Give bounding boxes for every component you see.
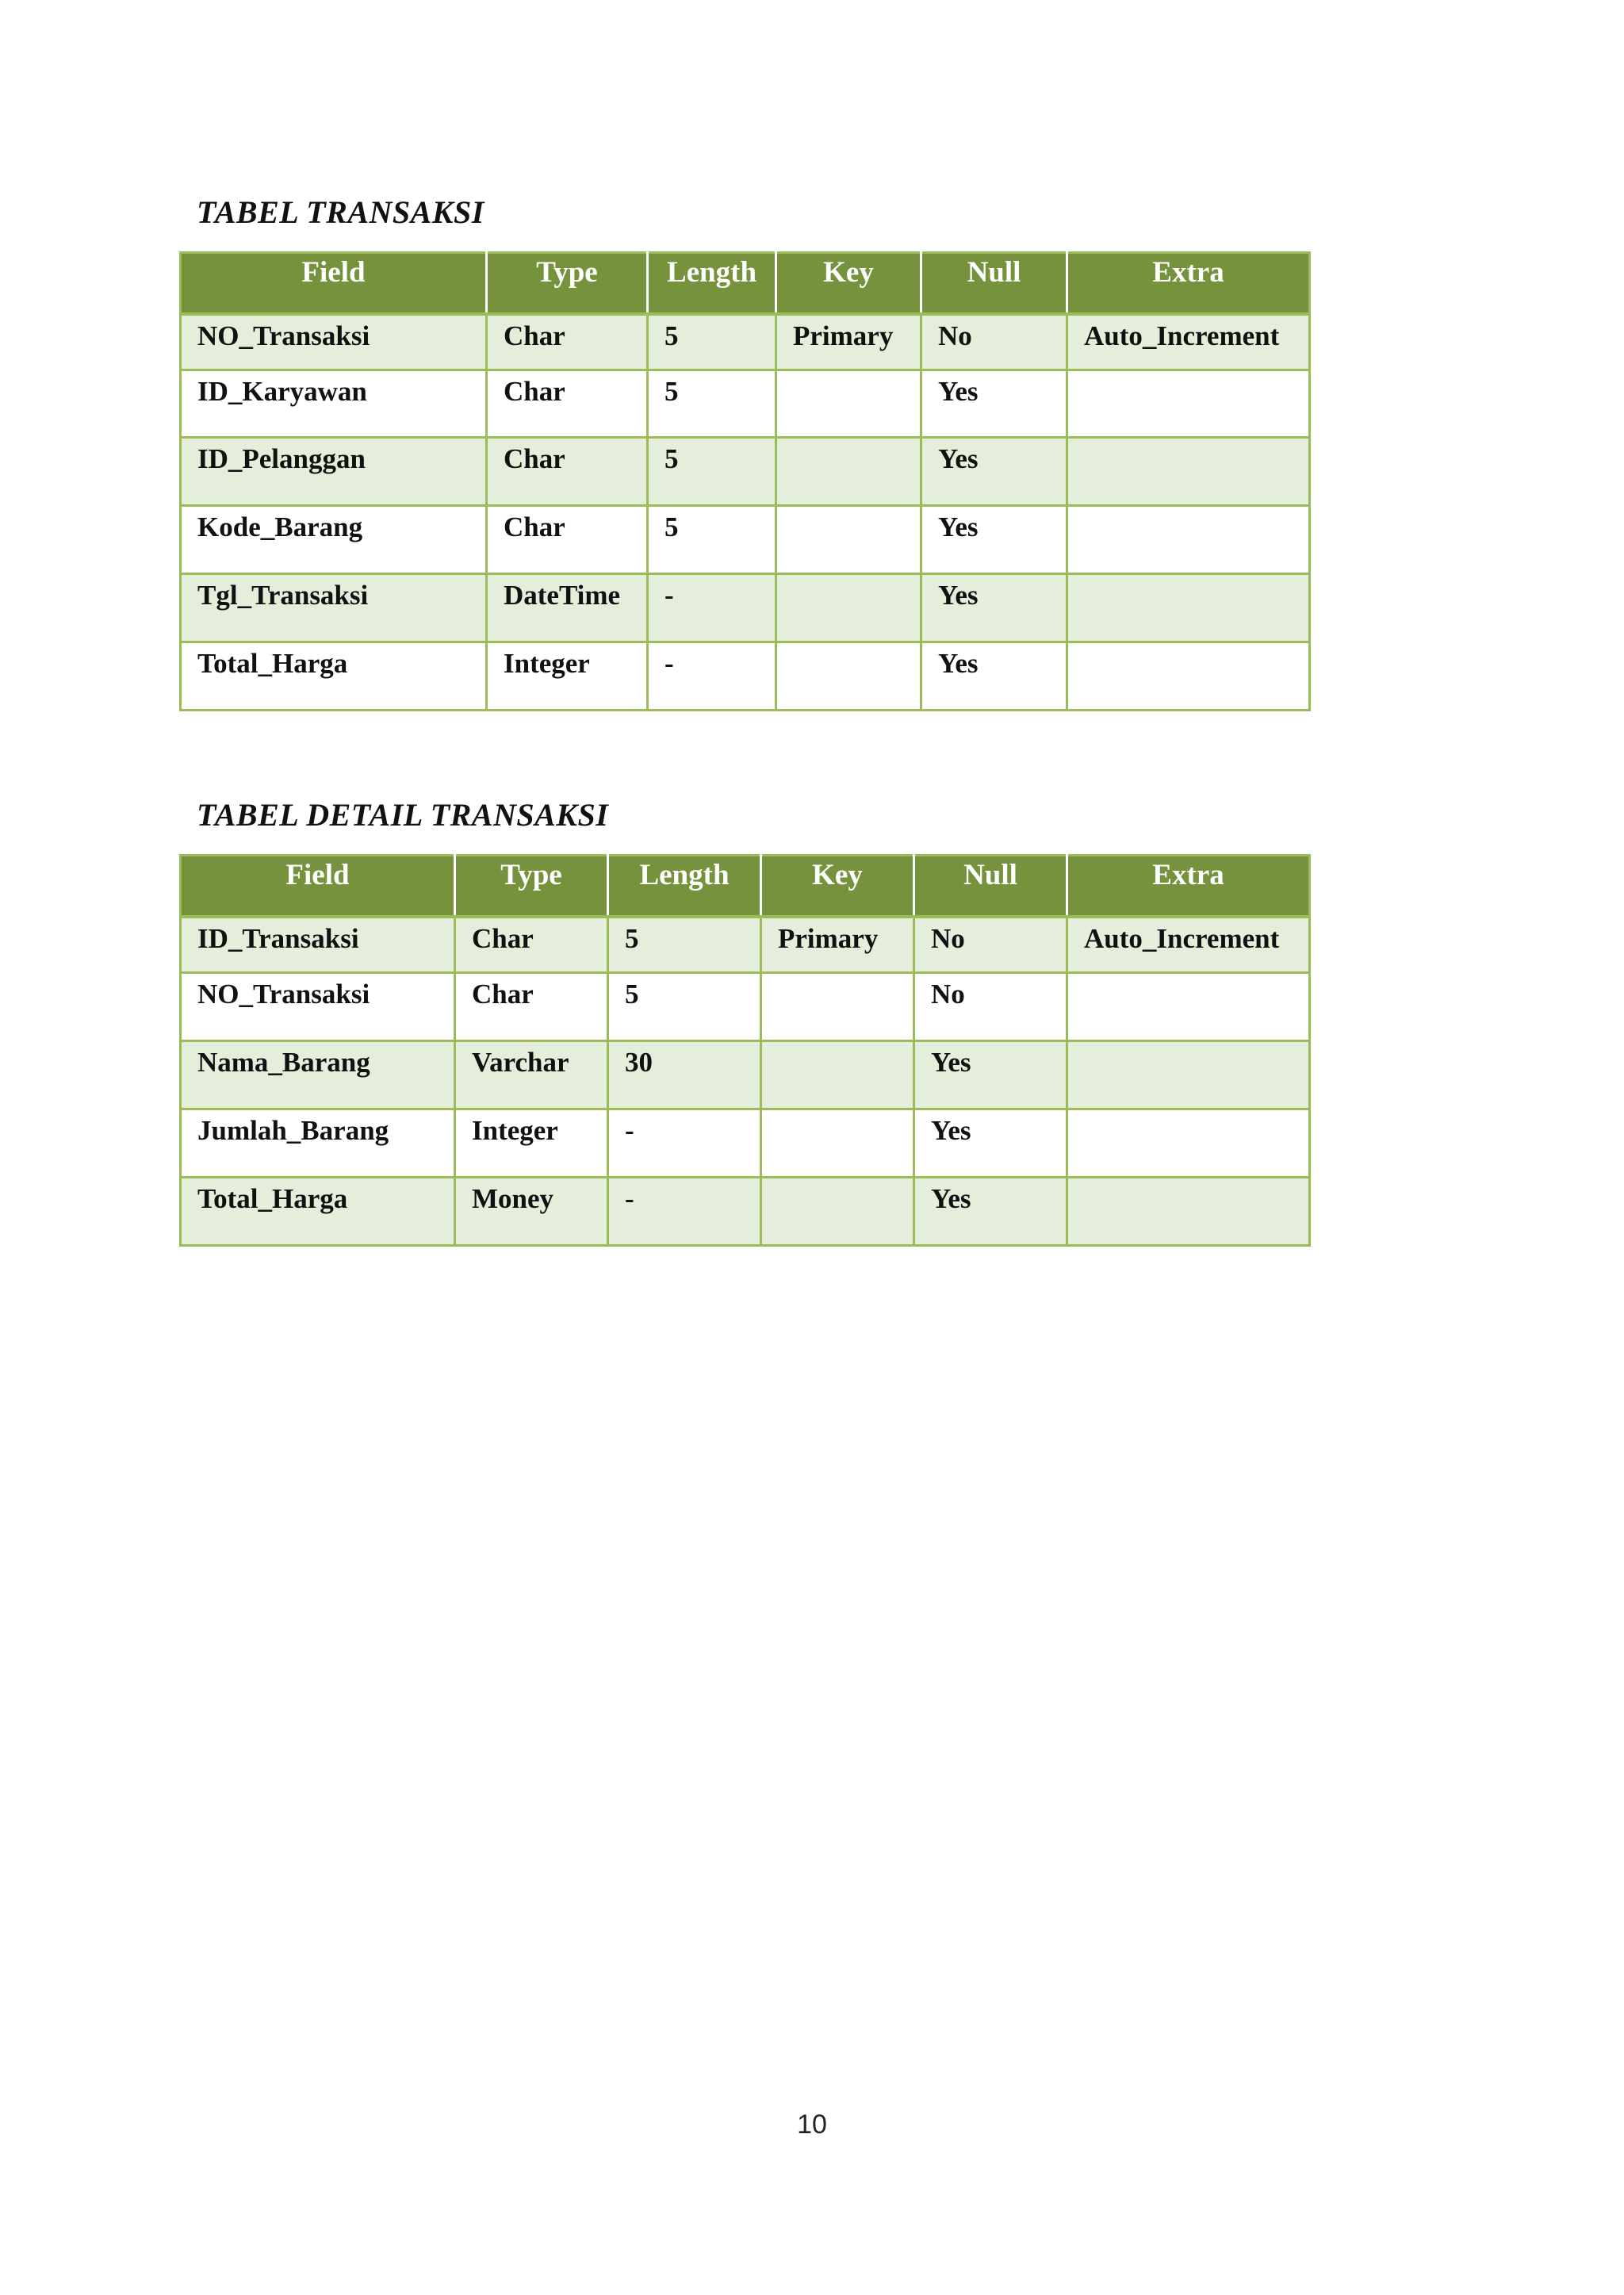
cell-length: 5 — [648, 314, 776, 370]
table-detail-transaksi — [179, 854, 1311, 1247]
cell-type: Integer — [455, 1109, 608, 1177]
cell-field: Tgl_Transaksi — [181, 573, 487, 642]
cell-key — [761, 972, 914, 1040]
cell-key: Primary — [761, 917, 914, 972]
table-row — [181, 1177, 1310, 1245]
cell-length: 5 — [648, 437, 776, 505]
header-null: Null — [914, 856, 1067, 918]
table-transaksi — [179, 251, 1311, 711]
table-row — [181, 505, 1310, 573]
table-row — [181, 1040, 1310, 1109]
cell-length: 5 — [648, 505, 776, 573]
cell-type: DateTime — [487, 573, 648, 642]
table-row — [181, 972, 1310, 1040]
header-length: Length — [608, 856, 761, 918]
cell-null: No — [914, 917, 1067, 972]
cell-type: Varchar — [455, 1040, 608, 1109]
cell-field: Nama_Barang — [181, 1040, 455, 1109]
cell-extra — [1067, 1109, 1310, 1177]
cell-length: - — [608, 1109, 761, 1177]
cell-key — [761, 1177, 914, 1245]
cell-field: NO_Transaksi — [181, 314, 487, 370]
cell-length: - — [648, 573, 776, 642]
cell-type: Char — [487, 437, 648, 505]
cell-key — [776, 642, 921, 710]
table-row — [181, 573, 1310, 642]
cell-null: No — [914, 972, 1067, 1040]
table-row — [181, 437, 1310, 505]
header-null: Null — [921, 253, 1067, 315]
cell-key — [776, 573, 921, 642]
header-type: Type — [487, 253, 648, 315]
table-row — [181, 1109, 1310, 1177]
table-header-row — [181, 253, 1310, 315]
cell-type: Money — [455, 1177, 608, 1245]
cell-null: No — [921, 314, 1067, 370]
cell-extra — [1067, 1040, 1310, 1109]
cell-extra — [1067, 972, 1310, 1040]
table-row — [181, 314, 1310, 370]
page-number: 10 — [797, 2109, 827, 2140]
cell-field: NO_Transaksi — [181, 972, 455, 1040]
cell-null: Yes — [921, 505, 1067, 573]
table-transaksi-title: TABEL TRANSAKSI — [197, 194, 485, 230]
cell-null: Yes — [921, 437, 1067, 505]
table-header-row — [181, 856, 1310, 918]
cell-type: Char — [487, 505, 648, 573]
cell-extra: Auto_Increment — [1067, 917, 1310, 972]
cell-null: Yes — [921, 370, 1067, 437]
cell-length: - — [648, 642, 776, 710]
cell-type: Char — [455, 917, 608, 972]
cell-null: Yes — [921, 573, 1067, 642]
cell-field: Total_Harga — [181, 1177, 455, 1245]
cell-type: Char — [455, 972, 608, 1040]
cell-null: Yes — [921, 642, 1067, 710]
cell-length: 5 — [608, 917, 761, 972]
cell-length: 5 — [608, 972, 761, 1040]
cell-length: 30 — [608, 1040, 761, 1109]
cell-length: 5 — [648, 370, 776, 437]
cell-key — [761, 1040, 914, 1109]
cell-extra — [1067, 437, 1310, 505]
table-row — [181, 370, 1310, 437]
cell-extra — [1067, 642, 1310, 710]
cell-field: Jumlah_Barang — [181, 1109, 455, 1177]
cell-key — [776, 370, 921, 437]
header-extra: Extra — [1067, 856, 1310, 918]
header-field: Field — [181, 253, 487, 315]
cell-field: ID_Transaksi — [181, 917, 455, 972]
cell-key: Primary — [776, 314, 921, 370]
header-type: Type — [455, 856, 608, 918]
cell-extra — [1067, 1177, 1310, 1245]
cell-extra: Auto_Increment — [1067, 314, 1310, 370]
cell-null: Yes — [914, 1040, 1067, 1109]
cell-type: Char — [487, 314, 648, 370]
cell-extra — [1067, 573, 1310, 642]
cell-null: Yes — [914, 1109, 1067, 1177]
header-field: Field — [181, 856, 455, 918]
table-row — [181, 917, 1310, 972]
cell-extra — [1067, 505, 1310, 573]
cell-key — [776, 505, 921, 573]
cell-extra — [1067, 370, 1310, 437]
header-key: Key — [761, 856, 914, 918]
cell-field: Total_Harga — [181, 642, 487, 710]
cell-key — [761, 1109, 914, 1177]
header-length: Length — [648, 253, 776, 315]
cell-field: Kode_Barang — [181, 505, 487, 573]
cell-key — [776, 437, 921, 505]
cell-field: ID_Pelanggan — [181, 437, 487, 505]
table-row — [181, 642, 1310, 710]
cell-length: - — [608, 1177, 761, 1245]
cell-type: Char — [487, 370, 648, 437]
header-extra: Extra — [1067, 253, 1310, 315]
header-key: Key — [776, 253, 921, 315]
cell-null: Yes — [914, 1177, 1067, 1245]
cell-type: Integer — [487, 642, 648, 710]
table-detail-transaksi-title: TABEL DETAIL TRANSAKSI — [197, 797, 609, 833]
cell-field: ID_Karyawan — [181, 370, 487, 437]
